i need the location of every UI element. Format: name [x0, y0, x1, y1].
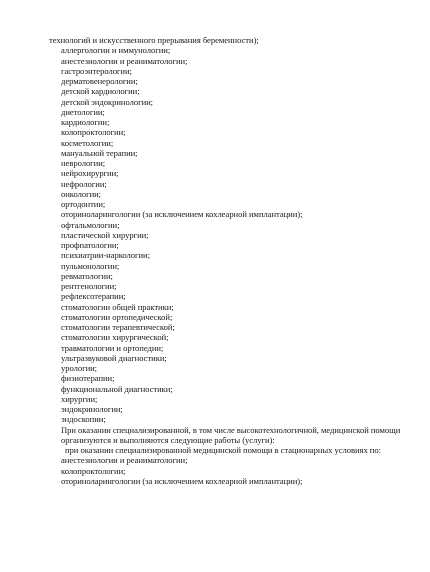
list-item: рефлексотерапии;	[61, 291, 126, 302]
list-item: рентгенологии;	[61, 281, 117, 291]
list-item: аллергологии и иммунологии;	[61, 45, 171, 56]
list-item: пластической хирургии;	[61, 229, 149, 240]
list-item: урологии;	[61, 363, 98, 373]
paragraph-line: При оказании специализированной, в том числе высокотехнологичной, медицинской помощи	[61, 424, 401, 435]
list-item: анестезиологии и реаниматологии;	[61, 455, 188, 466]
list-item: нейрохирургии;	[61, 168, 119, 179]
list-item: нефрологии;	[61, 178, 107, 189]
list-item: пульмонологии;	[61, 260, 120, 271]
list-item: оториноларингологии (за исключением кохлеарной имплантации);	[61, 209, 303, 220]
list-item: детской эндокринологии;	[61, 96, 154, 107]
list-item: колопроктологии;	[61, 465, 126, 476]
list-item: косметологии;	[61, 137, 114, 148]
list-item: стоматологии терапевтической;	[61, 322, 175, 332]
list-item: гастроэнтерологии;	[61, 65, 132, 76]
list-item: ревматологии;	[61, 270, 113, 281]
list-item: мануальной терапии;	[61, 147, 138, 158]
lead-line: технологий и искусственного прерывания беременности);	[49, 35, 259, 45]
list-item: онкологии;	[61, 188, 102, 199]
list-item: стоматологии ортопедической;	[61, 311, 173, 322]
list-item: кардиологии;	[61, 117, 110, 127]
list-item: психиатрии-наркологии;	[61, 250, 150, 261]
list-item: профпатологии;	[61, 240, 119, 250]
document-body	[49, 35, 419, 486]
inpatient-services-list	[49, 455, 419, 486]
list-item: диетологии;	[61, 106, 105, 117]
list-item: физиотерапии;	[61, 373, 115, 384]
paragraph-line: организуются и выполняются следующие работы (услуги):	[61, 434, 275, 445]
list-item: хирургии;	[61, 393, 98, 404]
list-item: детской кардиологии;	[61, 86, 140, 97]
list-item: травматологии и ортопедии;	[61, 342, 164, 353]
list-item: эндокринологии;	[61, 404, 123, 414]
services-list	[49, 45, 419, 424]
list-item: оториноларингологии (за исключением кохлеарной имплантации);	[61, 475, 303, 486]
list-item: ультразвуковой диагностики;	[61, 352, 167, 363]
sub-heading: при оказании специализированной медицинской помощи в стационарных условиях по:	[65, 445, 381, 455]
list-item: неврологии;	[61, 158, 106, 168]
list-item: анестезиологии и реаниматологии;	[61, 55, 188, 66]
list-item: стоматологии общей практики;	[61, 301, 174, 312]
list-item: стоматологии хирургической;	[61, 332, 169, 343]
list-item: ортодонтии;	[61, 199, 106, 209]
list-item: колопроктологии;	[61, 127, 126, 138]
list-item: дерматовенерологии;	[61, 76, 138, 86]
list-item: офтальмологии;	[61, 219, 120, 230]
list-item: функциональной диагностики;	[61, 383, 173, 394]
list-item: эндоскопии;	[61, 414, 106, 425]
